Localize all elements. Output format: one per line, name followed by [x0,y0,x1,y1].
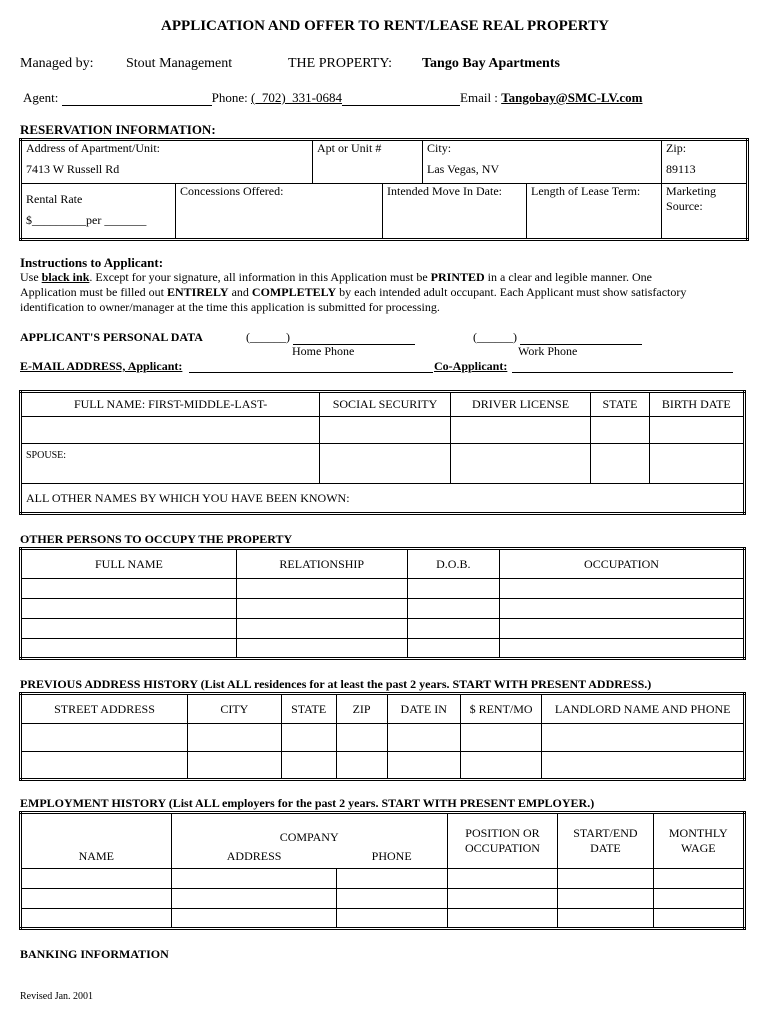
zip-cell[interactable] [662,140,748,184]
concessions-label: Concessions Offered: [180,184,284,198]
occupant-row-cell[interactable] [236,579,407,599]
employment-table [19,811,746,930]
reservation-heading: RESERVATION INFORMATION: [20,122,216,137]
address-row-cell[interactable] [336,752,387,780]
employment-row-cell[interactable] [171,889,337,909]
lease-term-label: Length of Lease Term: [531,184,641,198]
reservation-table [19,138,749,241]
occupants-heading: OTHER PERSONS TO OCCUPY THE PROPERTY [20,532,293,546]
col-emp-wage: MONTHLY WAGE [653,813,744,869]
employment-heading: EMPLOYMENT HISTORY (List ALL employers for the past 2 years. START WITH PRESENT EMPLOYER.) [20,796,595,810]
employment-row-cell[interactable] [21,889,172,909]
employment-row-cell[interactable] [558,909,653,929]
home-phone-field[interactable]: (______) [246,330,415,345]
address-row-cell[interactable] [21,752,188,780]
move-in-label: Intended Move In Date: [387,184,502,198]
col-occ-relationship: RELATIONSHIP [236,549,407,579]
city-value: Las Vegas, NV [427,162,500,176]
zip-label: Zip: [666,141,687,155]
other-names-input[interactable] [21,484,745,514]
company-label: COMPANY [279,830,339,844]
col-birth-date: BIRTH DATE [649,392,744,417]
occupants-table [19,547,746,660]
employment-row-cell[interactable] [337,869,447,889]
address-row-cell[interactable] [460,752,541,780]
phone-value: (_702)_331-0684 [251,90,343,105]
address-history-table [19,692,746,781]
email-applicant-label: E-MAIL ADDRESS, Applicant: [20,359,183,373]
col-street-address: STREET ADDRESS [21,694,188,724]
spouse-dl-input[interactable] [450,444,591,484]
co-applicant-label: Co-Applicant: [434,359,508,373]
employment-row-cell[interactable] [653,869,744,889]
col-emp-phone: PHONE [371,849,412,863]
occupant-row-cell[interactable] [236,619,407,639]
city-label: City: [427,141,452,155]
phone-field-tail [342,92,460,106]
banking-heading: BANKING INFORMATION [20,947,169,961]
email-value: Tangobay@SMC-LV.com [501,90,643,105]
col-zip: ZIP [336,694,387,724]
address-history-heading: PREVIOUS ADDRESS HISTORY (List ALL residences for at least the past 2 years. START WITH PRESENT ADDRESS.) [20,677,652,691]
phone-label: Phone: [211,90,248,105]
work-phone-field[interactable]: (______) [473,330,642,345]
occupant-row-cell[interactable] [21,579,237,599]
marketing-label: Marketing Source: [666,184,717,213]
col-state: STATE [591,392,649,417]
managed-by-value: Stout Management [126,56,233,71]
instructions-body: Use black ink. Except for your signature, all information in this Application must be PRINTED in a clear and legible manner. One Application must be filled out ENTIRELY and COMPLETELY by each intended adult occupant. Each Applicant must show satisfactory identification to owner/manager at the time this application is submitted for processing. [20,270,687,314]
agent-field[interactable] [62,92,212,106]
zip-value: 89113 [666,162,696,176]
address-row-cell[interactable] [387,752,460,780]
col-full-name: FULL NAME: FIRST-MIDDLE-LAST- [21,392,320,417]
personal-data-heading: APPLICANT'S PERSONAL DATA [20,330,203,344]
employment-row-cell[interactable] [337,889,447,909]
property-value: Tango Bay Apartments [422,56,560,71]
address-row-cell[interactable] [187,752,281,780]
employment-row-cell[interactable] [337,909,447,929]
employment-row-cell[interactable] [447,909,557,929]
applicant-ssn-input[interactable] [320,417,451,444]
employment-row-cell[interactable] [171,869,337,889]
col-emp-dates: START/END DATE [558,813,653,869]
marketing-cell[interactable] [662,184,748,240]
address-row-cell[interactable] [187,724,281,752]
work-phone-caption: Work Phone [518,344,578,358]
home-phone-caption: Home Phone [292,344,355,358]
occupant-row-cell[interactable] [21,619,237,639]
applicant-state-input[interactable] [591,417,649,444]
rental-rate-line: $_________per _______ [26,213,147,227]
occupant-row-cell[interactable] [499,619,744,639]
spouse-label: SPOUSE: [26,450,67,461]
lease-term-cell[interactable] [527,184,662,240]
email-label: Email : [460,90,498,105]
applicant-birth-input[interactable] [649,417,744,444]
col-landlord: LANDLORD NAME AND PHONE [542,694,745,724]
agent-label: Agent: [23,90,59,105]
address-row-cell[interactable] [460,724,541,752]
move-in-cell[interactable] [383,184,527,240]
employment-row-cell[interactable] [21,869,172,889]
managed-by-label: Managed by: [20,56,94,71]
address-label: Address of Apartment/Unit: [26,141,160,155]
revision-footer: Revised Jan. 2001 [20,991,94,1002]
col-occ-dob: D.O.B. [407,549,499,579]
occupant-row-cell[interactable] [21,599,237,619]
occupant-row-cell[interactable] [499,599,744,619]
address-row-cell[interactable] [542,724,745,752]
col-emp-address: ADDRESS [226,849,282,863]
col-occ-full-name: FULL NAME [21,549,237,579]
occupant-row-cell[interactable] [21,639,237,659]
instructions-heading: Instructions to Applicant: [20,255,164,270]
occupant-row-cell[interactable] [407,579,499,599]
occupant-row-cell[interactable] [499,579,744,599]
form-title: APPLICATION AND OFFER TO RENT/LEASE REAL PROPERTY [161,18,609,34]
address-row-cell[interactable] [281,724,336,752]
spouse-birth-input[interactable] [649,444,744,484]
applicant-name-input[interactable] [21,417,320,444]
address-row-cell[interactable] [281,752,336,780]
employment-row-cell[interactable] [171,909,337,929]
address-row-cell[interactable] [21,724,188,752]
applicant-dl-input[interactable] [450,417,591,444]
employment-row-cell[interactable] [653,889,744,909]
employment-row-cell[interactable] [21,909,172,929]
address-cell[interactable] [21,140,313,184]
employment-row-cell[interactable] [653,909,744,929]
apt-cell[interactable] [313,140,423,184]
rental-rate-label: Rental Rate [26,192,83,206]
other-names-label: ALL OTHER NAMES BY WHICH YOU HAVE BEEN KNOWN: [26,490,350,505]
col-state: STATE [281,694,336,724]
occupant-row-cell[interactable] [236,599,407,619]
city-cell[interactable] [423,140,662,184]
col-date-in: DATE IN [387,694,460,724]
email-applicant-field[interactable] [189,359,433,373]
address-value: 7413 W Russell Rd [26,162,120,176]
occupant-row-cell[interactable] [407,639,499,659]
col-emp-name: NAME [21,813,172,869]
address-row-cell[interactable] [387,724,460,752]
col-rent: $ RENT/MO [460,694,541,724]
concessions-cell[interactable] [176,184,383,240]
black-ink-emphasis: black ink [41,270,90,284]
occupant-row-cell[interactable] [499,639,744,659]
property-label: THE PROPERTY: [288,56,393,71]
employment-row-cell[interactable] [447,869,557,889]
employment-row-cell[interactable] [447,889,557,909]
rental-rate-cell[interactable] [21,184,176,240]
employment-row-cell[interactable] [558,869,653,889]
address-row-cell[interactable] [336,724,387,752]
occupant-row-cell[interactable] [236,639,407,659]
spouse-name-input[interactable] [21,444,320,484]
company-header-cell [171,813,447,869]
employment-row-cell[interactable] [558,889,653,909]
col-driver-license: DRIVER LICENSE [450,392,591,417]
occupant-row-cell[interactable] [407,599,499,619]
col-city: CITY [187,694,281,724]
spouse-ssn-input[interactable] [320,444,451,484]
occupant-row-cell[interactable] [407,619,499,639]
col-occ-occupation: OCCUPATION [499,549,744,579]
names-table [19,390,746,515]
apt-label: Apt or Unit # [317,141,382,155]
col-ssn: SOCIAL SECURITY [320,392,451,417]
address-row-cell[interactable] [542,752,745,780]
col-emp-position: POSITION OR OCCUPATION [447,813,557,869]
co-applicant-field[interactable] [512,359,733,373]
spouse-state-input[interactable] [591,444,649,484]
